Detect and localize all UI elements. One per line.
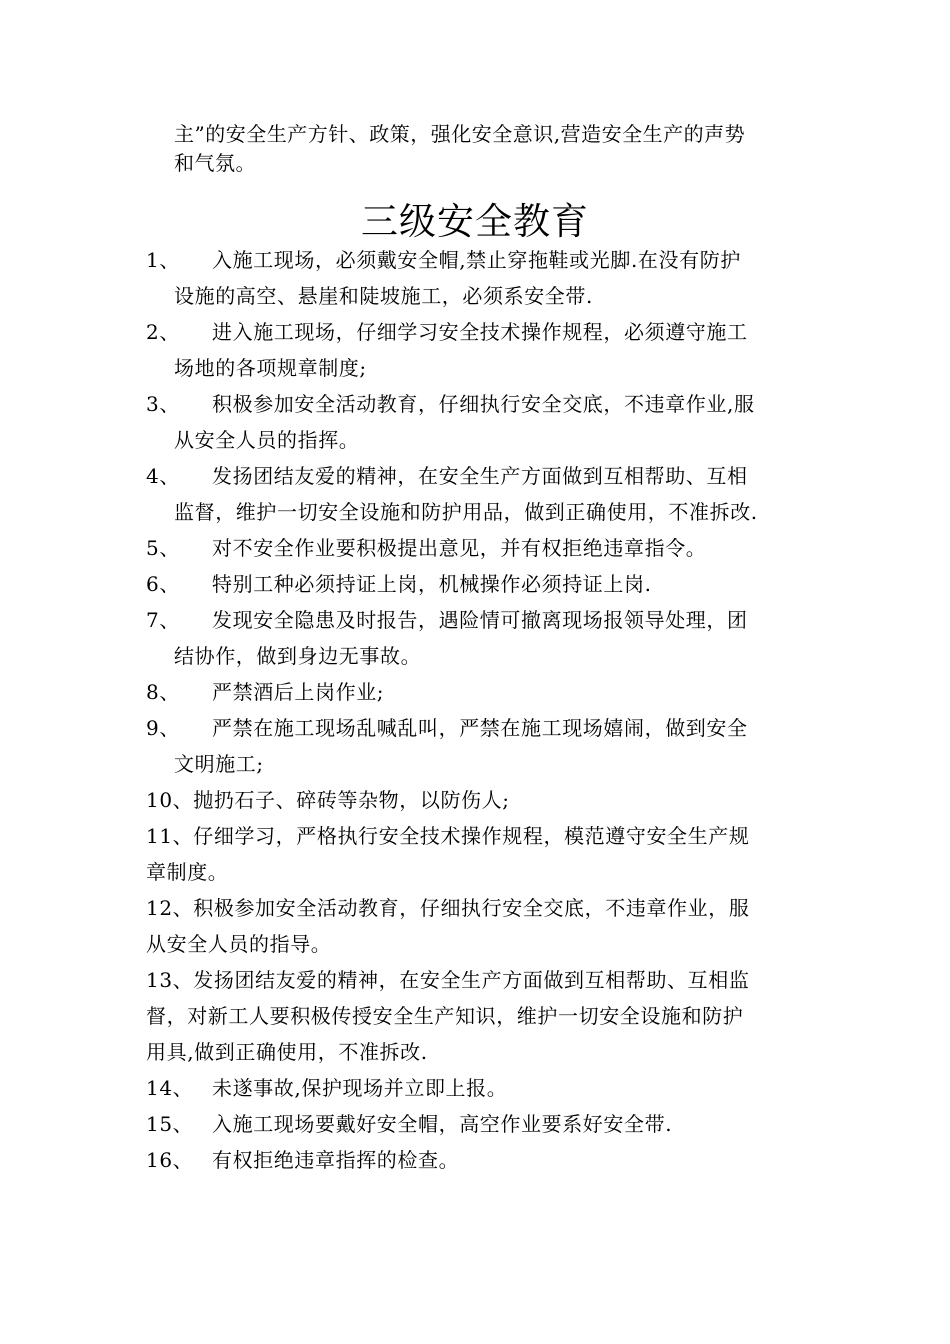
item-text: 入施工现场要戴好安全帽，高空作业要系好安全带. xyxy=(212,1112,673,1136)
list-item xyxy=(146,710,810,782)
item-text: 从安全人员的指挥。 xyxy=(174,428,360,452)
item-text: 对不安全作业要积极提出意见，并有权拒绝违章指令。 xyxy=(212,536,707,560)
item-text: 发扬团结友爱的精神，在安全生产方面做到互相帮助、互相 xyxy=(212,464,748,488)
item-number: 2、 xyxy=(146,320,180,344)
item-text: 有权拒绝违章指挥的检查。 xyxy=(212,1148,460,1172)
item-text: 督，对新工人要积极传授安全生产知识，维护一切安全设施和防护 xyxy=(146,1004,744,1028)
list-item xyxy=(146,674,810,710)
item-text: 从安全人员的指导。 xyxy=(146,932,332,956)
intro-paragraph xyxy=(146,120,810,178)
list-item xyxy=(146,1070,810,1106)
item-number: 9、 xyxy=(146,716,180,740)
item-number: 8、 xyxy=(146,680,180,704)
item-number: 3、 xyxy=(146,392,180,416)
list-item xyxy=(146,818,810,890)
item-text: 严禁酒后上岗作业; xyxy=(212,680,385,704)
item-text: 场地的各项规章制度; xyxy=(174,356,367,380)
item-number: 13、 xyxy=(146,968,194,992)
item-text: 积极参加安全活动教育，仔细执行安全交底，不违章作业,服 xyxy=(212,392,755,416)
item-text: 文明施工; xyxy=(174,752,264,776)
list-item xyxy=(146,1142,810,1178)
item-text: 未遂事故,保护现场并立即上报。 xyxy=(212,1076,508,1100)
intro-line: 和气氛。 xyxy=(174,151,256,175)
list-item xyxy=(146,458,810,530)
list-item xyxy=(146,890,810,962)
item-text: 特别工种必须持证上岗，机械操作必须持证上岗. xyxy=(212,572,652,596)
item-text: 严禁在施工现场乱喊乱叫，严禁在施工现场嬉闹，做到安全 xyxy=(212,716,748,740)
item-text: 入施工现场，必须戴安全帽,禁止穿拖鞋或光脚.在没有防护 xyxy=(212,248,741,272)
page-title: 三级安全教育 xyxy=(361,200,589,243)
item-text: 结协作，做到身边无事故。 xyxy=(174,644,422,668)
item-text: 仔细学习，严格执行安全技术操作规程，模范遵守安全生产规 xyxy=(193,824,750,848)
item-number: 6、 xyxy=(146,572,180,596)
list-item xyxy=(146,314,810,386)
item-number: 7、 xyxy=(146,608,180,632)
list-item xyxy=(146,386,810,458)
item-text: 章制度。 xyxy=(146,860,229,884)
item-number: 11、 xyxy=(146,824,194,848)
item-text: 用具,做到正确使用，不准拆改. xyxy=(146,1040,428,1064)
item-number: 16、 xyxy=(146,1148,194,1172)
item-number: 12、 xyxy=(146,896,194,920)
item-text: 积极参加安全活动教育，仔细执行安全交底，不违章作业，服 xyxy=(193,896,750,920)
item-number: 10、 xyxy=(146,788,194,812)
list-item xyxy=(146,962,810,1070)
item-number: 14、 xyxy=(146,1076,194,1100)
item-number: 15、 xyxy=(146,1112,194,1136)
list-item xyxy=(146,782,810,818)
item-text: 发扬团结友爱的精神，在安全生产方面做到互相帮助、互相监 xyxy=(193,968,750,992)
item-text: 发现安全隐患及时报告，遇险情可撤离现场报领导处理，团 xyxy=(212,608,748,632)
list-item xyxy=(146,602,810,674)
rules-list xyxy=(146,242,810,1178)
list-item xyxy=(146,530,810,566)
item-text: 监督，维护一切安全设施和防护用品，做到正确使用，不准拆改. xyxy=(174,500,758,524)
item-number: 1、 xyxy=(146,248,180,272)
item-text: 进入施工现场，仔细学习安全技术操作规程，必须遵守施工 xyxy=(212,320,748,344)
list-item xyxy=(146,566,810,602)
item-number: 5、 xyxy=(146,536,180,560)
item-text: 设施的高空、悬崖和陡坡施工，必须系安全带. xyxy=(174,284,593,308)
list-item xyxy=(146,1106,810,1142)
item-number: 4、 xyxy=(146,464,180,488)
intro-line: 主”的安全生产方针、政策，强化安全意识,营造安全生产的声势 xyxy=(174,122,746,146)
list-item xyxy=(146,242,810,314)
item-text: 抛扔石子、碎砖等杂物，以防伤人; xyxy=(193,788,510,812)
